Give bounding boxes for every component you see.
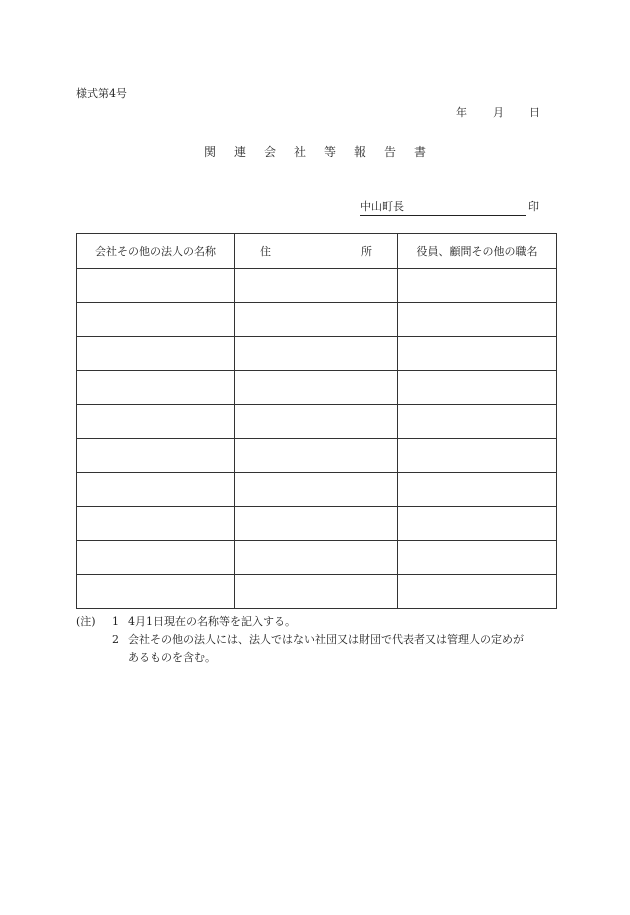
- title-char: 報: [354, 145, 367, 159]
- seal-mark: 印: [528, 200, 539, 213]
- address-cell[interactable]: [235, 473, 398, 507]
- role-cell[interactable]: [398, 575, 557, 609]
- address-cell[interactable]: [235, 439, 398, 473]
- header-address-part1: 住: [260, 245, 271, 258]
- table-row: [77, 541, 557, 575]
- role-cell[interactable]: [398, 303, 557, 337]
- table-row: [77, 473, 557, 507]
- note-text-continuation: あるものを含む。: [128, 651, 216, 664]
- table-row: [77, 303, 557, 337]
- title-char: 関: [203, 145, 216, 159]
- table-row: [77, 439, 557, 473]
- report-table: [76, 233, 557, 609]
- notes-prefix: (注): [76, 615, 96, 628]
- title-char: 告: [384, 145, 397, 159]
- document-title: [0, 143, 630, 160]
- date-month-label: 月: [493, 106, 504, 119]
- table-row: [77, 405, 557, 439]
- header-address: [235, 234, 398, 269]
- role-cell[interactable]: [398, 541, 557, 575]
- table-row: [77, 269, 557, 303]
- address-cell[interactable]: [235, 575, 398, 609]
- name-cell[interactable]: [77, 439, 235, 473]
- name-cell[interactable]: [77, 507, 235, 541]
- header-role: 役員、顧問その他の職名: [398, 234, 557, 269]
- table-body: [77, 269, 557, 609]
- header-address-part2: 所: [361, 245, 372, 258]
- form-number: 様式第4号: [76, 87, 127, 100]
- role-cell[interactable]: [398, 337, 557, 371]
- name-cell[interactable]: [77, 303, 235, 337]
- title-char: 会: [263, 145, 276, 159]
- role-cell[interactable]: [398, 405, 557, 439]
- table-row: [77, 575, 557, 609]
- notes-section: [76, 613, 524, 667]
- title-char: 社: [293, 145, 306, 159]
- table-row: [77, 507, 557, 541]
- name-cell[interactable]: [77, 337, 235, 371]
- table-row: [77, 337, 557, 371]
- name-cell[interactable]: [77, 405, 235, 439]
- role-cell[interactable]: [398, 507, 557, 541]
- table-header-row: [77, 234, 557, 269]
- name-cell[interactable]: [77, 473, 235, 507]
- note-text: 会社その他の法人には、法人ではない社団又は財団で代表者又は管理人の定めが: [128, 633, 524, 646]
- address-cell[interactable]: [235, 405, 398, 439]
- role-cell[interactable]: [398, 269, 557, 303]
- header-company-name: 会社その他の法人の名称: [77, 234, 235, 269]
- role-cell[interactable]: [398, 439, 557, 473]
- address-cell[interactable]: [235, 303, 398, 337]
- address-cell[interactable]: [235, 337, 398, 371]
- role-cell[interactable]: [398, 473, 557, 507]
- address-cell[interactable]: [235, 371, 398, 405]
- name-cell[interactable]: [77, 575, 235, 609]
- date-day-label: 日: [529, 106, 540, 119]
- address-cell[interactable]: [235, 541, 398, 575]
- name-cell[interactable]: [77, 269, 235, 303]
- name-cell[interactable]: [77, 371, 235, 405]
- note-number: 2: [112, 633, 119, 646]
- title-char: 書: [414, 145, 427, 159]
- date-year-label: 年: [456, 106, 467, 119]
- name-cell[interactable]: [77, 541, 235, 575]
- signer-name: 中山町長: [360, 198, 526, 216]
- address-cell[interactable]: [235, 507, 398, 541]
- table-row: [77, 371, 557, 405]
- note-text: 4月1日現在の名称等を記入する。: [128, 615, 296, 628]
- title-char: 等: [324, 145, 337, 159]
- role-cell[interactable]: [398, 371, 557, 405]
- address-cell[interactable]: [235, 269, 398, 303]
- note-number: 1: [112, 615, 119, 628]
- title-char: 連: [233, 145, 246, 159]
